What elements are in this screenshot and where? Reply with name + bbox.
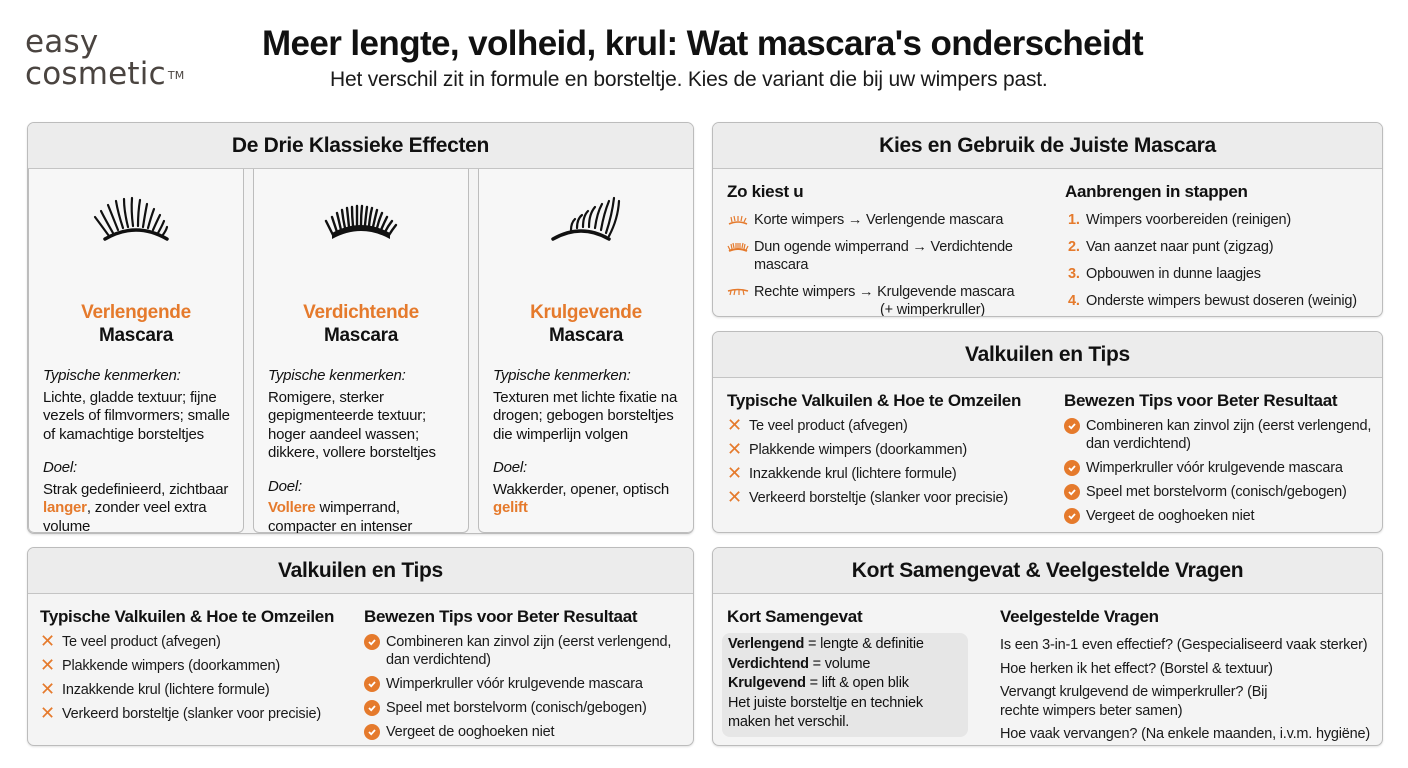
pitfalls-column bbox=[40, 607, 360, 723]
summary-card bbox=[712, 547, 1383, 746]
check-icon bbox=[1064, 508, 1080, 524]
x-icon: ✕ bbox=[727, 463, 742, 483]
effects-card-title: De Drie Klassieke Effecten bbox=[28, 123, 693, 169]
step-item: 1. Wimpers voorbereiden (reinigen) bbox=[1068, 212, 1291, 228]
summary-card-title: Kort Samengevat & Veelgestelde Vragen bbox=[713, 548, 1382, 594]
goal-text: Vollere wimperrand, compacter en intenser bbox=[268, 499, 413, 534]
summary-box bbox=[722, 633, 968, 737]
tip-item: Speel met borstelvorm (conisch/gebogen) bbox=[1064, 483, 1374, 501]
faq-heading: Veelgestelde Vragen bbox=[1000, 607, 1159, 626]
x-icon: ✕ bbox=[727, 487, 742, 507]
pitfall-item: ✕ Te veel product (afvegen) bbox=[40, 631, 221, 651]
check-icon bbox=[364, 700, 380, 716]
x-icon: ✕ bbox=[727, 439, 742, 459]
summary-line: Krulgevend = lift & open blik bbox=[728, 675, 909, 691]
goal-label: Doel: bbox=[493, 459, 528, 476]
pitfall-item: ✕ Inzakkende krul (lichtere formule) bbox=[727, 463, 957, 483]
pitfall-item: ✕ Verkeerd borsteltje (slanker voor precisie) bbox=[40, 703, 321, 723]
faq-item: Hoe herken ik het effect? (Borstel & textuur) bbox=[1000, 660, 1273, 677]
summary-note: Het juiste borsteltje en techniek maken het verschil. bbox=[728, 694, 923, 730]
choose-item: Rechte wimpers → Krulgevende mascara (+ wimperkruller) bbox=[727, 283, 1067, 317]
tips-heading: Bewezen Tips voor Beter Resultaat bbox=[364, 607, 638, 626]
effect-lengthening bbox=[28, 169, 244, 533]
features-text: Lichte, gladde textuur; fijne vezels of filmvormers; smalle of kamachtige borsteltjes bbox=[43, 388, 230, 443]
effect-body bbox=[268, 367, 458, 534]
features-label: Typische kenmerken: bbox=[268, 367, 406, 384]
summary-line: Verlengend = lengte & definitie bbox=[728, 636, 924, 652]
x-icon: ✕ bbox=[40, 655, 55, 675]
effect-name-rest: Mascara bbox=[99, 325, 173, 346]
pitfalls-column bbox=[727, 391, 1057, 507]
lash-volume-icon bbox=[254, 195, 468, 255]
check-icon bbox=[1064, 460, 1080, 476]
tip-item: Combineren kan zinvol zijn (eerst verlengend, dan verdichtend) bbox=[1064, 417, 1374, 453]
features-text: Romigere, sterker gepigmenteerde textuur; hoger aandeel wassen; dikkere, vollere borsteltjes bbox=[268, 388, 436, 461]
lash-long-icon bbox=[29, 195, 243, 255]
check-icon bbox=[1064, 418, 1080, 434]
tip-item: Combineren kan zinvol zijn (eerst verlengend, dan verdichtend) bbox=[364, 633, 674, 669]
features-label: Typische kenmerken: bbox=[43, 367, 181, 384]
faq-item: Vervangt krulgevend de wimperkruller? (Bij rechte wimpers beter samen) bbox=[1000, 684, 1268, 719]
tip-item: Speel met borstelvorm (conisch/gebogen) bbox=[364, 699, 674, 717]
pitfall-item: ✕ Te veel product (afvegen) bbox=[727, 415, 908, 435]
faq-item: Is een 3-in-1 even effectief? (Gespecialiseerd vaak sterker) bbox=[1000, 637, 1368, 653]
thin-lash-icon bbox=[727, 241, 749, 253]
summary-heading: Kort Samengevat bbox=[727, 607, 863, 626]
straight-lash-icon bbox=[727, 286, 749, 298]
tips-heading: Bewezen Tips voor Beter Resultaat bbox=[1064, 391, 1338, 410]
effect-body bbox=[493, 367, 683, 518]
tip-item: Wimperkruller vóór krulgevende mascara bbox=[1064, 459, 1374, 477]
goal-label: Doel: bbox=[268, 477, 303, 495]
effect-name-accent: Verlengende bbox=[81, 302, 191, 323]
effect-name bbox=[29, 301, 243, 347]
goal-label: Doel: bbox=[43, 459, 78, 476]
features-label: Typische kenmerken: bbox=[493, 367, 631, 384]
short-lash-icon bbox=[727, 214, 749, 226]
tip-item: Wimperkruller vóór krulgevende mascara bbox=[364, 675, 674, 693]
pitfall-item: ✕ Plakkende wimpers (doorkammen) bbox=[40, 655, 281, 675]
effect-name-rest: Mascara bbox=[549, 325, 623, 346]
page-subtitle: Het verschil zit in formule en borsteltje. Kies de variant die bij uw wimpers past. bbox=[330, 68, 1048, 91]
goal-text: Wakkerder, opener, optisch gelift bbox=[493, 480, 670, 516]
brand-line-2: cosmetic bbox=[25, 56, 166, 92]
summary-line: Verdichtend = volume bbox=[728, 655, 871, 672]
effect-name-accent: Verdichtende bbox=[303, 302, 419, 323]
tips-column bbox=[364, 607, 674, 741]
effect-name-rest: Mascara bbox=[324, 325, 398, 346]
faq-item: Hoe vaak vervangen? (Na enkele maanden, i.v.m. hygiëne) bbox=[1000, 726, 1370, 742]
tips-card-right bbox=[712, 331, 1383, 533]
effect-volumizing bbox=[253, 169, 469, 533]
faq-column bbox=[1000, 607, 1383, 744]
tips-card-title: Valkuilen en Tips bbox=[28, 548, 693, 594]
tips-card-title: Valkuilen en Tips bbox=[713, 332, 1382, 378]
effects-card bbox=[27, 122, 694, 534]
brand-line-1: easy bbox=[25, 24, 99, 60]
x-icon: ✕ bbox=[40, 679, 55, 699]
choose-column bbox=[727, 182, 1067, 317]
tip-item: Vergeet de ooghoeken niet bbox=[1064, 507, 1374, 525]
effect-name bbox=[479, 301, 693, 347]
step-item: 2. Van aanzet naar punt (zigzag) bbox=[1068, 239, 1274, 255]
step-item: 3. Opbouwen in dunne laagjes bbox=[1068, 266, 1261, 282]
choose-item: Dun ogende wimperrand → Verdichtende mascara bbox=[727, 238, 1067, 274]
tips-column bbox=[1064, 391, 1374, 525]
choose-item: Korte wimpers → Verlengende mascara bbox=[727, 211, 1067, 229]
effect-name-accent: Krulgevende bbox=[530, 302, 642, 323]
page-title: Meer lengte, volheid, krul: Wat mascara's onderscheidt bbox=[262, 24, 1144, 63]
brand-logo bbox=[25, 26, 184, 90]
goal-highlight: gelift bbox=[493, 499, 528, 516]
x-icon: ✕ bbox=[40, 631, 55, 651]
check-icon bbox=[364, 676, 380, 692]
x-icon: ✕ bbox=[727, 415, 742, 435]
features-text: Texturen met lichte fixatie na drogen; gebogen borsteltjes die wimperlijn volgen bbox=[493, 388, 678, 443]
tips-card-left bbox=[27, 547, 694, 746]
x-icon: ✕ bbox=[40, 703, 55, 723]
check-icon bbox=[364, 634, 380, 650]
goal-highlight: langer bbox=[43, 499, 87, 516]
pitfalls-heading: Typische Valkuilen & Hoe te Omzeilen bbox=[727, 391, 1022, 410]
trademark: TM bbox=[167, 69, 185, 82]
effect-body bbox=[43, 367, 233, 534]
effect-name bbox=[254, 301, 468, 347]
pitfall-item: ✕ Verkeerd borsteltje (slanker voor precisie) bbox=[727, 487, 1008, 507]
lash-curl-icon bbox=[479, 195, 693, 255]
choose-card bbox=[712, 122, 1383, 317]
choose-heading: Zo kiest u bbox=[727, 182, 804, 201]
tip-item: Vergeet de ooghoeken niet bbox=[364, 723, 674, 741]
steps-column bbox=[1065, 182, 1383, 310]
goal-text: Strak gedefinieerd, zichtbaar langer, zonder veel extra volume bbox=[43, 480, 229, 534]
pitfalls-heading: Typische Valkuilen & Hoe te Omzeilen bbox=[40, 607, 335, 626]
step-item: 4. Onderste wimpers bewust doseren (weinig) bbox=[1068, 293, 1357, 309]
pitfall-item: ✕ Inzakkende krul (lichtere formule) bbox=[40, 679, 270, 699]
choose-card-title: Kies en Gebruik de Juiste Mascara bbox=[713, 123, 1382, 169]
steps-heading: Aanbrengen in stappen bbox=[1065, 182, 1248, 201]
effect-curling bbox=[478, 169, 694, 533]
pitfall-item: ✕ Plakkende wimpers (doorkammen) bbox=[727, 439, 968, 459]
goal-highlight: Vollere bbox=[268, 499, 316, 516]
check-icon bbox=[1064, 484, 1080, 500]
check-icon bbox=[364, 724, 380, 740]
